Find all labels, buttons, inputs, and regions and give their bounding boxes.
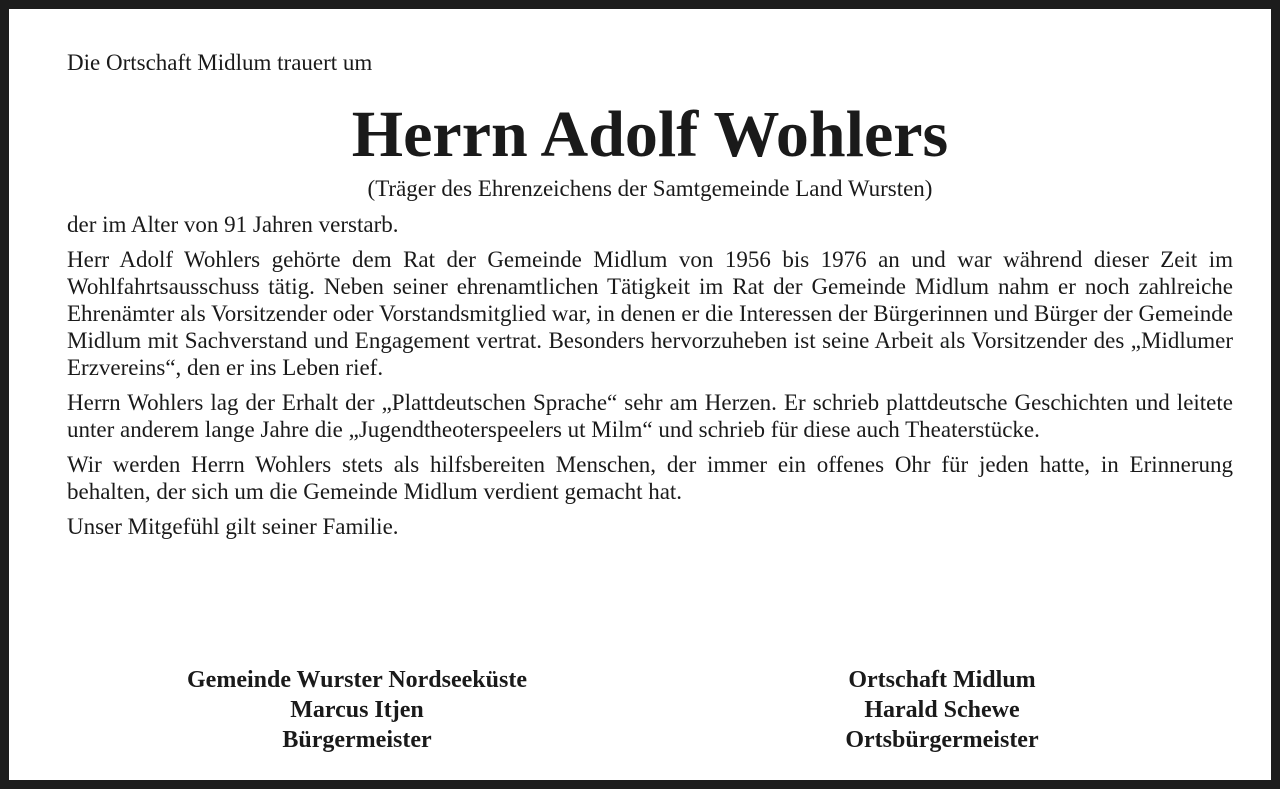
signature-right — [772, 665, 1112, 755]
signature-right-organization: Ortschaft Midlum — [848, 667, 1036, 693]
honor-subtitle: (Träger des Ehrenzeichens der Samtgemeinde Land Wursten) — [367, 176, 933, 201]
signature-left-person: Marcus Itjen — [290, 697, 424, 723]
signature-left-organization: Gemeinde Wurster Nordseeküste — [187, 667, 527, 693]
signature-left — [147, 665, 567, 755]
paragraph-remembrance: Wir werden Herrn Wohlers stets als hilfsbereiten Menschen, der immer ein offenes Ohr für jeden hatte, in Erinnerung behalten, der sich um die Gemeinde Midlum verdient gemacht hat. — [67, 452, 1233, 504]
deceased-name: Herrn Adolf Wohlers — [351, 98, 949, 171]
signature-left-title: Bürgermeister — [282, 727, 432, 753]
intro-line: Die Ortschaft Midlum trauert um — [67, 50, 373, 75]
signature-right-title: Ortsbürgermeister — [845, 727, 1039, 753]
paragraph-condolence: Unser Mitgefühl gilt seiner Familie. — [67, 514, 399, 539]
paragraph-plattdeutsch: Herrn Wohlers lag der Erhalt der „Plattdeutschen Sprache“ sehr am Herzen. Er schrieb plattdeutsche Geschichten und leitete unter anderem lange Jahre die „Jugendtheoterspeelers ut Milm“ und schrieb für diese auch Theaterstücke. — [67, 390, 1233, 442]
signature-right-person: Harald Schewe — [864, 697, 1020, 723]
obituary-content — [67, 49, 1233, 753]
age-line: der im Alter von 91 Jahren verstarb. — [67, 212, 399, 237]
signature-block — [67, 665, 1233, 757]
paragraph-council: Herr Adolf Wohlers gehörte dem Rat der Gemeinde Midlum von 1956 bis 1976 an und war während dieser Zeit im Wohlfahrtsausschuss tätig. Neben seiner ehrenamtlichen Tätigkeit im Rat der Gemeinde Midlum nahm er noch zahlreiche Ehrenämter als Vorsitzender oder Vorstandsmitglied war, in denen er die Interessen der Bürgerinnen und Bürger der Gemeinde Midlum mit Sachverstand und Engagement vertrat. Besonders hervorzuheben ist seine Arbeit als Vorsitzender des „Midlumer Erzvereins“, den er ins Leben rief. — [67, 247, 1233, 380]
